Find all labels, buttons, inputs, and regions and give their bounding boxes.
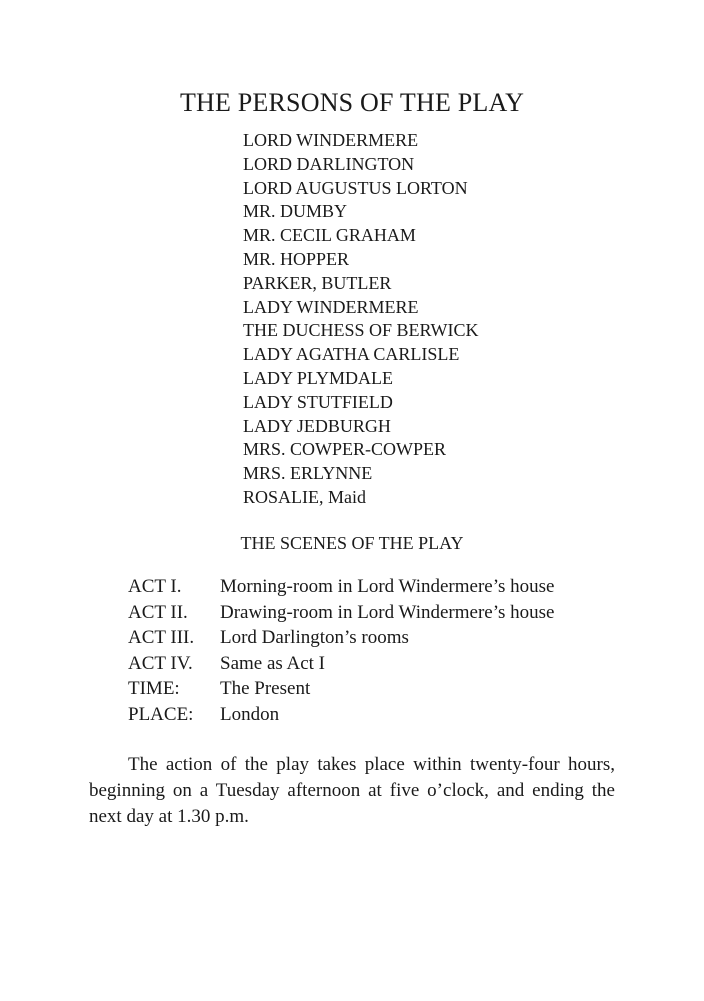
scene-description: The Present: [220, 678, 311, 700]
person-item: MR. CECIL GRAHAM: [243, 225, 416, 246]
play-timing-note: The action of the play takes place within twenty-four hours, beginning on a Tuesday afternoon at five o’clock, and ending the next day at 1.30 p.m.: [89, 754, 615, 827]
person-item: THE DUCHESS OF BERWICK: [243, 320, 479, 341]
scene-row: [128, 600, 555, 626]
scene-label: PLACE:: [128, 703, 194, 725]
person-item: LADY JEDBURGH: [243, 415, 391, 436]
scene-label: TIME:: [128, 678, 180, 700]
person-item: MRS. COWPER-COWPER: [243, 439, 447, 460]
scene-row: [128, 625, 555, 651]
scene-description: Lord Darlington’s rooms: [220, 627, 409, 649]
person-item: PARKER, BUTLER: [243, 272, 392, 293]
person-item: LORD DARLINGTON: [243, 153, 415, 174]
person-item: LADY STUTFIELD: [243, 391, 393, 412]
page-title: THE PERSONS OF THE PLAY: [179, 88, 525, 117]
scene-row: [128, 676, 555, 702]
persons-list: [243, 129, 479, 510]
scene-row: [128, 651, 555, 677]
person-item: MRS. ERLYNNE: [243, 463, 373, 484]
person-item: LADY PLYMDALE: [243, 367, 394, 388]
scene-label: ACT IV.: [128, 652, 193, 674]
person-item: LORD WINDERMERE: [243, 130, 419, 150]
scenes-heading: THE SCENES OF THE PLAY: [240, 533, 464, 553]
scene-description: Drawing-room in Lord Windermere’s house: [220, 601, 555, 623]
scene-description: London: [220, 703, 280, 725]
scene-row: [128, 702, 555, 728]
person-item: LORD AUGUSTUS LORTON: [243, 177, 468, 198]
scene-label: ACT II.: [128, 601, 188, 623]
scene-row: [128, 574, 555, 600]
scene-label: ACT I.: [128, 576, 182, 597]
person-item: MR. DUMBY: [243, 201, 348, 222]
person-item: LADY AGATHA CARLISLE: [243, 344, 460, 365]
person-item: LADY WINDERMERE: [243, 296, 419, 317]
scene-description: Same as Act I: [220, 652, 326, 674]
scene-description: Morning-room in Lord Windermere’s house: [220, 576, 555, 597]
scene-label: ACT III.: [128, 627, 195, 649]
scenes-list: [128, 574, 555, 728]
person-item: ROSALIE, Maid: [243, 486, 366, 507]
person-item: MR. HOPPER: [243, 248, 350, 269]
